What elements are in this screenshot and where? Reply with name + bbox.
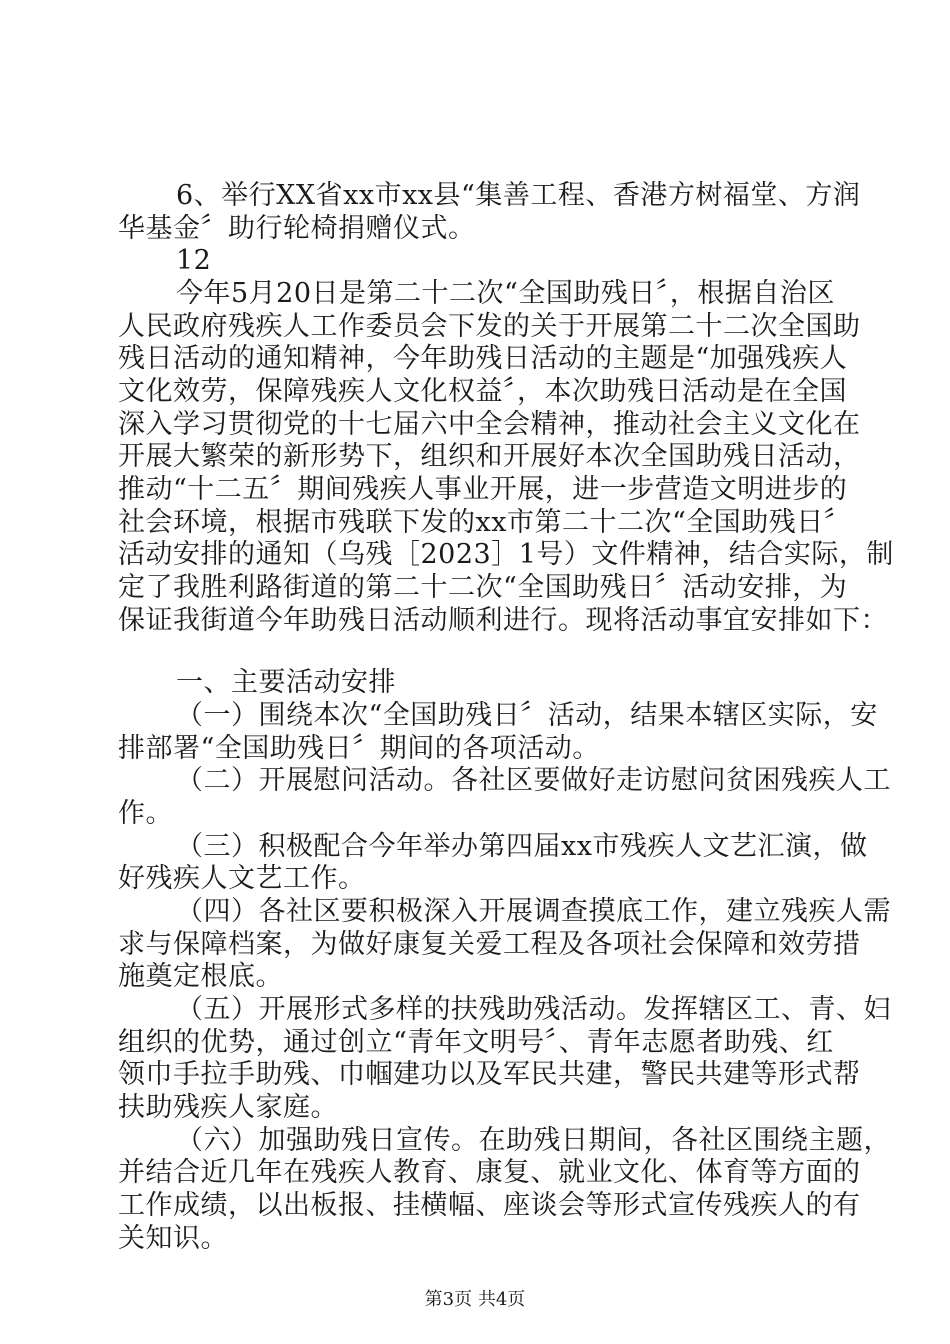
text-line: 施奠定根底。 (118, 961, 283, 992)
text-line: （五）开展形式多样的扶残助残活动。发挥辖区工、青、妇 (176, 994, 891, 1025)
text-line: 开展大繁荣的新形势下，组织和开展好本次全国助残日活动， (118, 441, 861, 472)
text-line: 深入学习贯彻党的十七届六中全会精神，推动社会主义文化在 (118, 409, 861, 440)
text-line: （六）加强助残日宣传。在助残日期间，各社区围绕主题， (176, 1125, 891, 1156)
text-line: 活动安排的通知（乌残［2023］1号）文件精神，结合实际，制 (118, 539, 894, 570)
text-line: 求与保障档案，为做好康复关爱工程及各项社会保障和效劳措 (118, 929, 861, 960)
text-line: 今年5月20日是第二十二次“全国助残日〞，根据自治区 (176, 278, 835, 309)
text-line: 好残疾人文艺工作。 (118, 863, 366, 894)
text-line: （三）积极配合今年举办第四届xx市残疾人文艺汇演，做 (176, 831, 868, 862)
text-line: 扶助残疾人家庭。 (118, 1092, 338, 1123)
text-line: 6、举行XX省xx市xx县“集善工程、香港方树福堂、方润 (176, 180, 861, 211)
text-line: 组织的优势，通过创立“青年文明号〞、青年志愿者助残、红 (118, 1027, 834, 1058)
text-line: 12 (176, 245, 212, 276)
text-line: 定了我胜利路街道的第二十二次“全国助残日〞活动安排，为 (118, 572, 848, 603)
page-number: 第3页 共4页 (424, 1289, 526, 1310)
section-heading: 一、主要活动安排 (176, 667, 396, 698)
text-line: 人民政府残疾人工作委员会下发的关于开展第二十二次全国助 (118, 311, 861, 342)
text-line: 领巾手拉手助残、巾帼建功以及军民共建，警民共建等形式帮 (118, 1059, 861, 1090)
text-line: 华基金〞助行轮椅捐赠仪式。 (118, 213, 476, 244)
text-line: 推动“十二五〞期间残疾人事业开展，进一步营造文明进步的 (118, 474, 848, 505)
text-line: 文化效劳，保障残疾人文化权益〞，本次助残日活动是在全国 (118, 376, 847, 407)
text-line: 并结合近几年在残疾人教育、康复、就业文化、体育等方面的 (118, 1157, 861, 1188)
text-line: （二）开展慰问活动。各社区要做好走访慰问贫困残疾人工 (176, 765, 891, 796)
text-line: 关知识。 (118, 1223, 228, 1254)
text-line: （四）各社区要积极深入开展调查摸底工作，建立残疾人需 (176, 896, 891, 927)
text-line: （一）围绕本次“全国助残日〞活动，结果本辖区实际，安 (176, 700, 878, 731)
text-line: 排部署“全国助残日〞期间的各项活动。 (118, 733, 600, 764)
page-footer (0, 1288, 950, 1312)
text-line: 残日活动的通知精神，今年助残日活动的主题是“加强残疾人 (118, 343, 848, 374)
text-line: 保证我街道今年助残日活动顺利进行。现将活动事宜安排如下： (118, 605, 888, 636)
text-line: 社会环境，根据市残联下发的xx市第二十二次“全国助残日〞 (118, 507, 852, 538)
text-line: 工作成绩，以出板报、挂横幅、座谈会等形式宣传残疾人的有 (118, 1190, 861, 1221)
text-line: 作。 (118, 798, 173, 829)
